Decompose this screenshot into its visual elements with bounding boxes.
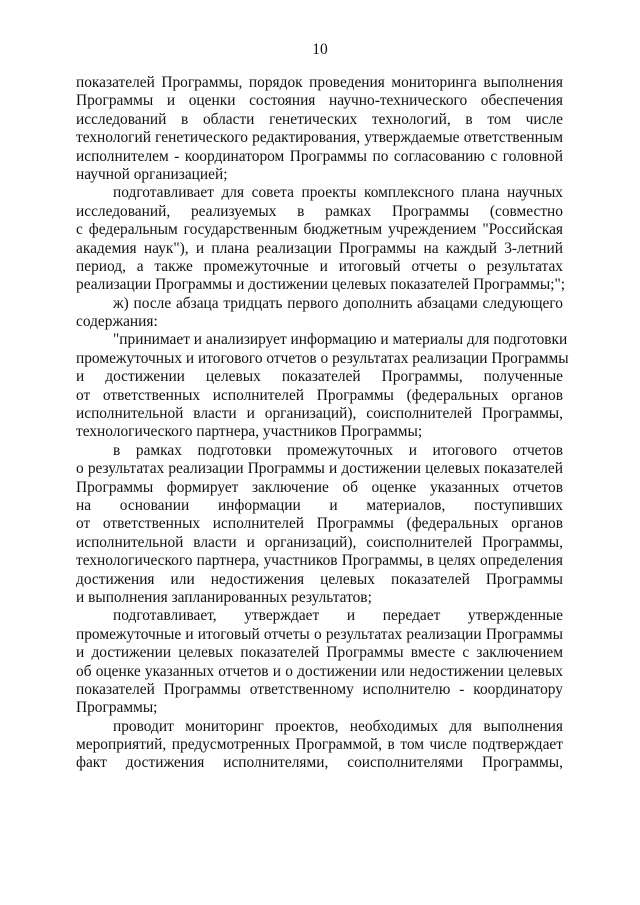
- text-line: с федеральным государственным бюджетным учреждением "Российская: [76, 221, 563, 239]
- text-line: научной организацией;: [76, 165, 228, 183]
- text-line: исследований в области генетических технологий, в том числе: [76, 110, 563, 128]
- text-line: подготавливает для совета проекты комплексного плана научных: [113, 184, 563, 202]
- text-line: промежуточных и итогового отчетов о результатах реализации Программы: [76, 349, 569, 367]
- paragraph: [76, 442, 563, 608]
- page-number: 10: [312, 41, 328, 58]
- text-line: технологий генетического редактирования, утверждаемые ответственным: [76, 129, 563, 147]
- paragraph: [76, 74, 563, 184]
- paragraph: [76, 607, 563, 717]
- text-line: период, а также промежуточные и итоговый отчеты о результатах: [76, 257, 563, 275]
- text-line: от ответственных исполнителей Программы (федеральных органов: [76, 386, 563, 404]
- text-line: от ответственных исполнителей Программы (федеральных органов: [76, 515, 563, 533]
- text-line: проводит мониторинг проектов, необходимых для выполнения: [113, 717, 563, 735]
- text-line: и достижении целевых показателей Программы, полученные: [76, 368, 563, 386]
- text-line: ж) после абзаца тридцать первого дополнить абзацами следующего: [113, 294, 563, 312]
- text-line: технологического партнера, участников Программы;: [76, 423, 423, 441]
- text-line: академия наук"), и плана реализации Программы на каждый 3-летний: [76, 239, 563, 257]
- text-line: и выполнения запланированных результатов;: [76, 588, 372, 606]
- text-line: достижения или недостижения целевых показателей Программы: [76, 570, 563, 588]
- text-line: технологического партнера, участников Программы, в целях определения: [76, 552, 563, 570]
- paragraph: [76, 295, 563, 332]
- text-line: исполнительной власти и организаций), соисполнителей Программы,: [76, 533, 563, 551]
- text-line: мероприятий, предусмотренных Программой, в том числе подтверждает: [76, 736, 563, 754]
- document-body: [76, 74, 569, 773]
- paragraph: [76, 718, 563, 773]
- text-line: исполнителем - координатором Программы по согласованию с головной: [76, 147, 563, 165]
- text-line: исполнительной власти и организаций), соисполнителей Программы,: [76, 405, 563, 423]
- text-line: содержания:: [76, 313, 158, 331]
- text-line: показателей Программы, порядок проведения мониторинга выполнения: [76, 74, 563, 91]
- text-line: "принимает и анализирует информацию и материалы для подготовки: [113, 331, 568, 349]
- text-line: промежуточные и итоговый отчеты о результатах реализации Программы: [76, 625, 563, 643]
- text-line: в рамках подготовки промежуточных и итогового отчетов: [113, 441, 563, 459]
- text-line: Программы и оценки состояния научно-технического обеспечения: [76, 92, 563, 110]
- text-line: показателей Программы ответственному исполнителю - координатору: [76, 680, 563, 698]
- text-line: реализации Программы и достижении целевых показателей Программы;";: [76, 276, 566, 294]
- text-line: и достижении целевых показателей Программы вместе с заключением: [76, 644, 563, 662]
- paragraph: [76, 331, 569, 441]
- text-line: о результатах реализации Программы и достижении целевых показателей: [76, 460, 563, 478]
- text-line: об оценке указанных отчетов и о достижении или недостижении целевых: [76, 662, 563, 680]
- text-line: на основании информации и материалов, поступивших: [76, 496, 563, 514]
- text-line: подготавливает, утверждает и передает утвержденные: [113, 607, 563, 625]
- paragraph: [76, 184, 566, 294]
- text-line: факт достижения исполнителями, соисполнителями Программы,: [76, 754, 563, 772]
- text-line: исследований, реализуемых в рамках Программы (совместно: [76, 202, 563, 220]
- text-line: Программы формирует заключение об оценке указанных отчетов: [76, 478, 563, 496]
- text-line: Программы;: [76, 699, 158, 717]
